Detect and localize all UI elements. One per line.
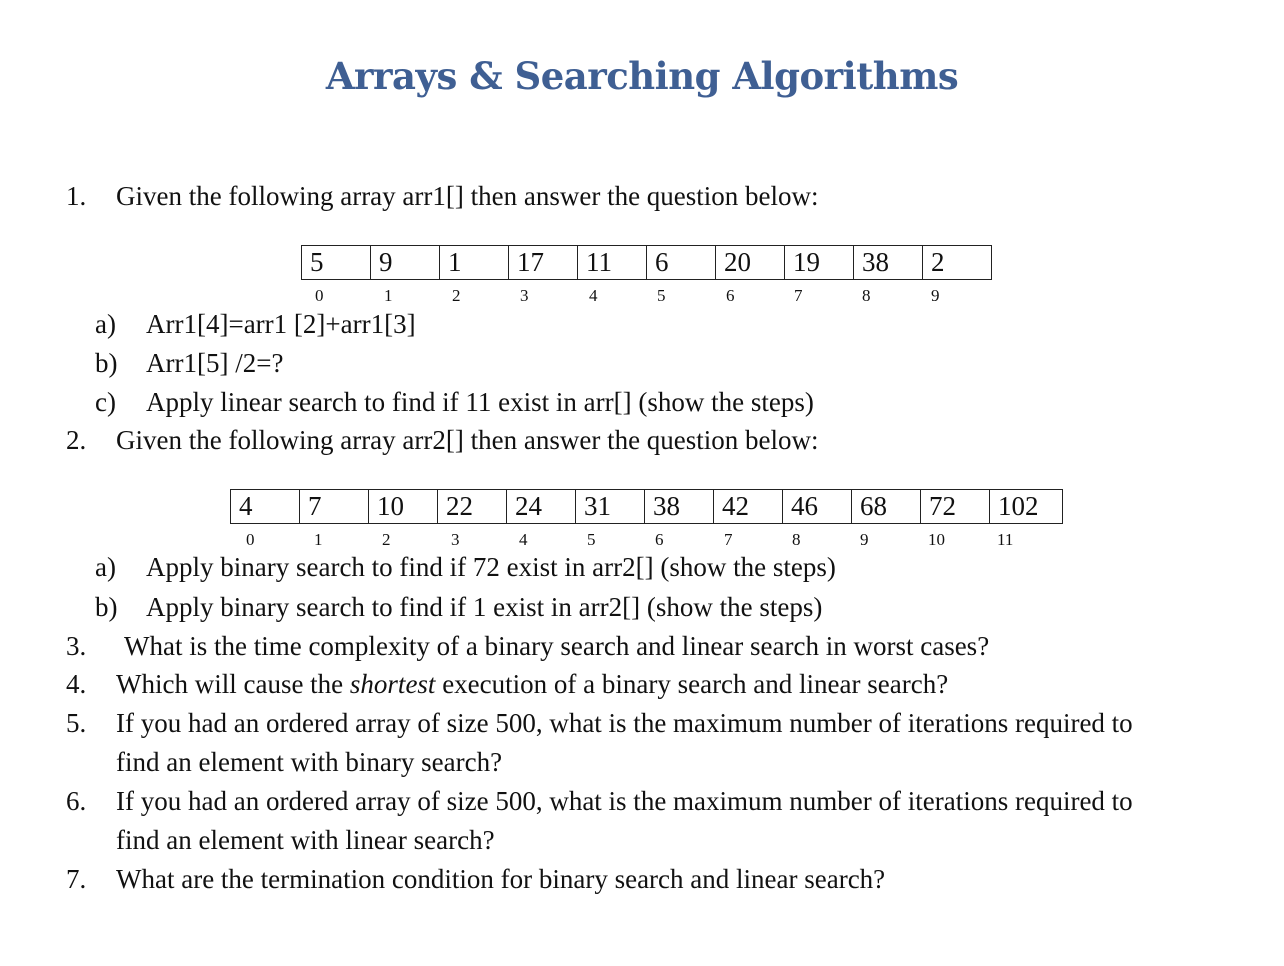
array-arr2 xyxy=(230,489,1063,524)
question-7-number: 7. xyxy=(66,864,87,894)
page-title: Arrays & Searching Algorithms xyxy=(325,54,959,98)
arr1-cell: 19 xyxy=(785,246,854,280)
question-3-text: What is the time complexity of a binary search and linear search in worst cases? xyxy=(124,631,990,661)
arr2-index: 3 xyxy=(451,530,460,549)
question-4-italic: shortest xyxy=(349,669,436,699)
question-1a-label: a) xyxy=(95,309,116,339)
arr2-index: 5 xyxy=(587,530,596,549)
arr2-cell: 7 xyxy=(300,490,369,524)
question-7-text: What are the termination condition for binary search and linear search? xyxy=(116,864,886,894)
arr1-cell: 5 xyxy=(302,246,371,280)
arr2-cell: 72 xyxy=(921,490,990,524)
arr2-index: 6 xyxy=(655,530,664,549)
arr1-index: 3 xyxy=(520,286,529,305)
question-2b-text: Apply binary search to find if 1 exist in arr2[] (show the steps) xyxy=(146,592,823,622)
question-6-line1: If you had an ordered array of size 500, what is the maximum number of iterations required to xyxy=(116,786,1133,816)
arr1-index: 2 xyxy=(452,286,461,305)
arr1-cell: 11 xyxy=(578,246,647,280)
arr2-cell: 10 xyxy=(369,490,438,524)
question-2a-label: a) xyxy=(95,552,116,582)
question-5-line2: find an element with binary search? xyxy=(116,747,503,777)
question-1a-text: Arr1[4]=arr1 [2]+arr1[3] xyxy=(146,309,416,339)
question-4-number: 4. xyxy=(66,669,87,699)
question-2-text: Given the following array arr2[] then answer the question below: xyxy=(116,425,819,455)
arr2-cell: 68 xyxy=(852,490,921,524)
array-arr1 xyxy=(301,245,992,280)
arr2-cell: 42 xyxy=(714,490,783,524)
arr1-index: 1 xyxy=(384,286,393,305)
question-2-number: 2. xyxy=(66,425,87,455)
arr1-cell: 17 xyxy=(509,246,578,280)
arr2-index: 10 xyxy=(928,530,945,549)
arr2-index: 1 xyxy=(314,530,323,549)
question-1b-text: Arr1[5] /2=? xyxy=(146,348,284,378)
arr2-index: 11 xyxy=(997,530,1014,549)
question-1-text: Given the following array arr1[] then answer the question below: xyxy=(116,181,819,211)
question-5-number: 5. xyxy=(66,708,87,738)
question-6-line2: find an element with linear search? xyxy=(116,825,495,855)
question-1b-label: b) xyxy=(95,348,118,378)
question-1c-text: Apply linear search to find if 11 exist in arr[] (show the steps) xyxy=(146,387,814,417)
arr2-index: 2 xyxy=(382,530,391,549)
arr1-cell: 9 xyxy=(371,246,440,280)
arr2-cell: 24 xyxy=(507,490,576,524)
question-3-number: 3. xyxy=(66,631,87,661)
arr2-index: 7 xyxy=(724,530,733,549)
arr1-cell: 6 xyxy=(647,246,716,280)
question-1-number: 1. xyxy=(66,181,87,211)
question-6-number: 6. xyxy=(66,786,87,816)
arr2-index: 4 xyxy=(519,530,528,549)
arr1-cell: 20 xyxy=(716,246,785,280)
arr2-cell: 4 xyxy=(231,490,300,524)
arr1-cell: 2 xyxy=(923,246,992,280)
arr1-index: 6 xyxy=(726,286,735,305)
arr2-index: 0 xyxy=(246,530,255,549)
arr2-index: 9 xyxy=(860,530,869,549)
arr2-cell: 102 xyxy=(990,490,1063,524)
question-1c-label: c) xyxy=(95,387,116,417)
arr1-cell: 38 xyxy=(854,246,923,280)
question-2b-label: b) xyxy=(95,592,118,622)
arr1-cell: 1 xyxy=(440,246,509,280)
arr1-index: 4 xyxy=(589,286,598,305)
arr2-cell: 22 xyxy=(438,490,507,524)
arr1-index: 5 xyxy=(657,286,666,305)
arr2-cell: 38 xyxy=(645,490,714,524)
arr1-index: 9 xyxy=(931,286,940,305)
arr2-cell: 46 xyxy=(783,490,852,524)
arr1-index: 0 xyxy=(315,286,324,305)
question-2a-text: Apply binary search to find if 72 exist in arr2[] (show the steps) xyxy=(146,552,836,582)
question-5-line1: If you had an ordered array of size 500, what is the maximum number of iterations required to xyxy=(116,708,1133,738)
arr2-cell: 31 xyxy=(576,490,645,524)
arr1-index: 8 xyxy=(862,286,871,305)
question-4-text-after: execution of a binary search and linear search? xyxy=(435,669,949,699)
question-4-text-before: Which will cause the xyxy=(116,669,350,699)
arr1-index: 7 xyxy=(794,286,803,305)
question-4-text xyxy=(116,668,948,700)
arr2-index: 8 xyxy=(792,530,801,549)
